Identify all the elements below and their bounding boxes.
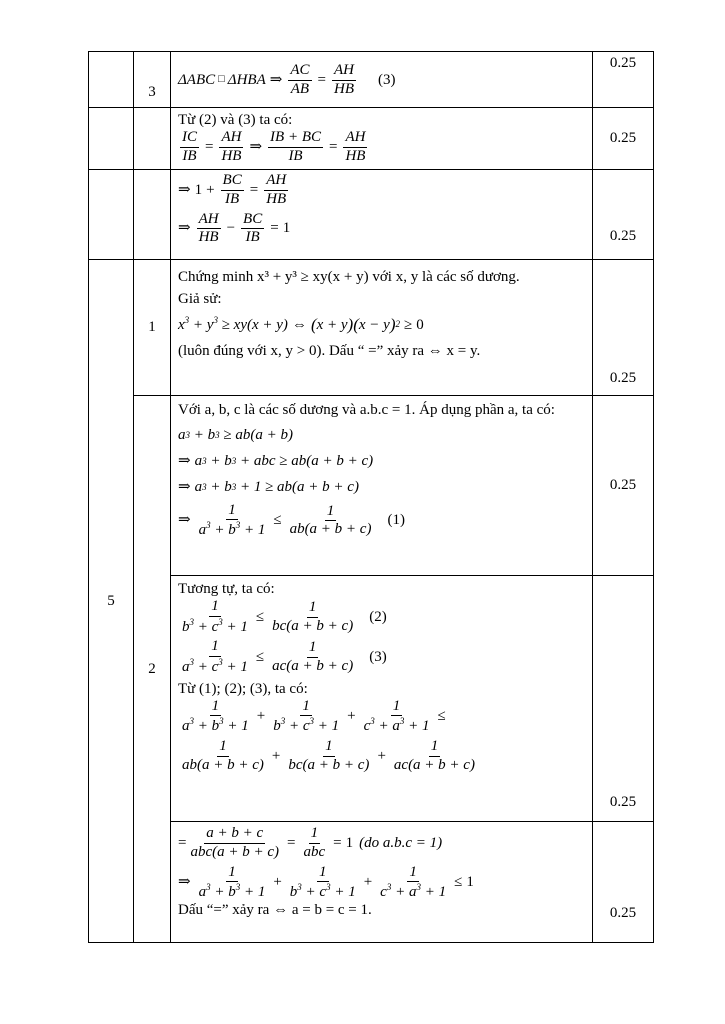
score-cell: 0.25 [593, 396, 654, 576]
intro-text: Từ (2) và (3) ta có: [178, 112, 293, 128]
assume-text: Giả sử: [178, 290, 222, 307]
formula-line: ⇒ $\frac{AH}{HB}$ − $\frac{BC}{IB}$ = 1 [178, 210, 291, 246]
score-cell: 0.25 [593, 52, 654, 108]
score-cell: 0.25 [593, 576, 654, 822]
content-cell [171, 822, 593, 943]
formula-line: $\frac{1}{a^3 + b^3 + 1}$ + $\frac{1}{b^3 + c^3 + 1}$ + $\frac{1}{c^3 + a^3 + 1}$ ≤ [182, 697, 446, 735]
formula-line: $\frac{IC}{IB}$ = $\frac{AH}{HB}$ ⇒ $\frac{IB + BC}{IB}$ = $\frac{AH}{HB}$ [182, 128, 366, 164]
content-cell [171, 396, 593, 576]
table-row [89, 52, 654, 108]
formula-line: $x^3 + y^3 \ge xy(x + y)$ ⇔ ( x + y ) ( x − y ) 2 ≥ 0 [178, 315, 424, 335]
formula-line: ⇒ 1 + $\frac{BC}{IB}$ = $\frac{AH}{HB}$ [178, 172, 287, 207]
table-row [89, 576, 654, 822]
table-row [89, 260, 654, 396]
score-cell: 0.25 [593, 260, 654, 396]
part-number [134, 396, 171, 943]
formula-line: a 3 + b 3 ≥ ab(a + b) [178, 427, 293, 444]
intro-text: Tương tự, ta có: [178, 581, 275, 597]
score-cell: 0.25 [593, 108, 654, 170]
equation-tag: (3) [377, 71, 396, 88]
question-cell-empty [89, 170, 134, 260]
equation-tag: (3) [369, 649, 387, 666]
question-number [89, 260, 134, 943]
part-number [134, 52, 171, 108]
claim-text: Chứng minh x³ + y³ ≥ xy(x + y) với x, y là các số dương. [178, 268, 520, 285]
content-cell [171, 170, 593, 260]
table-row [89, 170, 654, 260]
score-cell: 0.25 [593, 822, 654, 943]
part-cell-empty [134, 108, 171, 170]
question-label: 5 [107, 592, 115, 609]
question-cell-empty [89, 52, 134, 108]
note-text: (luôn đúng với x, y > 0). Dấu “ =” xảy ra ⇔ x = y. [178, 342, 481, 359]
content-cell [171, 108, 593, 170]
table-row [89, 108, 654, 170]
equation-tag: (2) [369, 608, 387, 625]
part-label: 1 [148, 319, 156, 335]
question-cell-empty [89, 108, 134, 170]
content-cell [171, 52, 593, 108]
table-row [89, 822, 654, 943]
part-label: 2 [148, 660, 156, 677]
formula-line: ΔABC □ ΔHBA ⇒ $\frac{AC}{AB}$ = $\frac{AH}{HB}$ (3) [178, 61, 396, 97]
formula-line: ⇒ $\frac{1}{a^3 + b^3 + 1}$ + $\frac{1}{b^3 + c^3 + 1}$ + $\frac{1}{c^3 + a^3 + 1}$ ≤ 1 [178, 863, 474, 901]
formula-line: ⇒ $\frac{1}{a^3 + b^3 + 1}$ ≤ $\frac{1}{ab(a + b + c)}$ (1) [178, 501, 405, 539]
table-row [89, 396, 654, 576]
score-cell: 0.25 [593, 170, 654, 260]
formula-line: ⇒ a 3 + b 3 + 1 ≥ ab(a + b + c) [178, 479, 359, 496]
equation-tag: (1) [387, 512, 405, 529]
formula-line: = $\frac{a + b + c}{\text{abc(a + b + c)}}$ = $\frac{1}{\text{abc}}$ = 1 (do a.b.c = 1) [178, 825, 443, 860]
formula-line: $\frac{1}{a^3 + c^3 + 1}$ ≤ $\frac{1}{ac(a + b + c)}$ (3) [182, 638, 387, 675]
formula-line: $\frac{1}{ab(a + b + c)}$ + $\frac{1}{bc(a + b + c)}$ + $\frac{1}{ac(a + b + c)}$ [182, 738, 475, 773]
content-cell [171, 260, 593, 396]
formula-line: ⇒ a 3 + b 3 + abc ≥ ab(a + b + c) [178, 453, 374, 470]
conclusion-text: Dấu “=” xảy ra ⇔ a = b = c = 1. [178, 902, 372, 918]
formula-line: $\frac{1}{b^3 + c^3 + 1}$ ≤ $\frac{1}{bc(a + b + c)}$ (2) [182, 597, 387, 635]
intro-text: Với a, b, c là các số dương và a.b.c = 1. Áp dụng phần a, ta có: [178, 402, 555, 418]
content-cell [171, 576, 593, 822]
part-label: 3 [148, 84, 156, 100]
from-text: Từ (1); (2); (3), ta có: [178, 680, 308, 697]
part-number [134, 260, 171, 396]
answer-table [88, 51, 654, 943]
part-cell-empty [134, 170, 171, 260]
